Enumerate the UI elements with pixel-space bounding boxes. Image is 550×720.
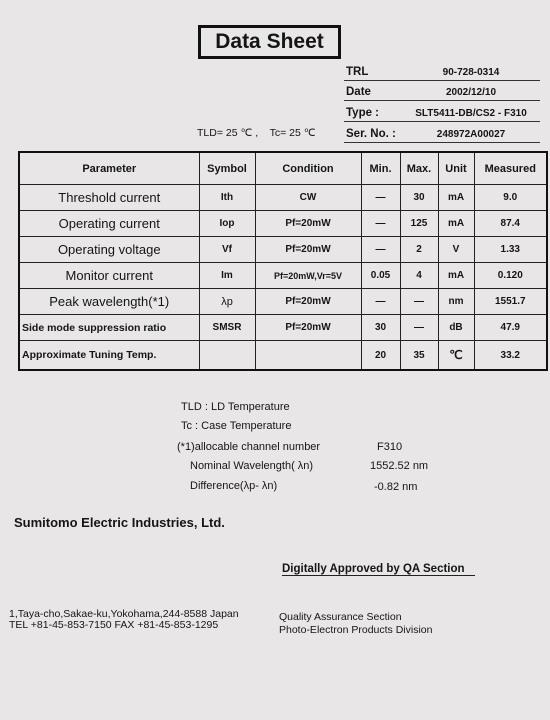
note-tc: Tc : Case Temperature — [181, 420, 292, 432]
header-max: Max. — [400, 152, 438, 185]
cell-parameter: Side mode suppression ratio — [19, 315, 199, 341]
division-line-1: Quality Assurance Section — [279, 611, 402, 623]
table-row — [19, 341, 547, 371]
cell-condition: CW — [255, 185, 361, 211]
cell-condition: Pf=20mW,Vr=5V — [255, 263, 361, 289]
meta-type-key: Type : — [346, 107, 380, 119]
meta-type — [344, 101, 540, 122]
meta-trl-value: 90-728-0314 — [442, 67, 500, 78]
note-channel-value: F310 — [377, 441, 403, 453]
cell-condition: Pf=20mW — [255, 237, 361, 263]
cell-parameter: Threshold current — [19, 185, 199, 211]
document-title: Data Sheet — [198, 25, 341, 59]
cell-measured: 87.4 — [474, 211, 547, 237]
meta-type-value: SLT5411-DB/CS2 - F310 — [415, 108, 527, 119]
cell-max: — — [400, 289, 438, 315]
cell-symbol: SMSR — [199, 315, 255, 341]
cell-symbol: Vf — [199, 237, 255, 263]
cell-measured: 1551.7 — [474, 289, 547, 315]
meta-serial — [344, 122, 540, 143]
meta-trl-key: TRL — [346, 66, 369, 78]
test-conditions — [197, 127, 316, 139]
cell-unit: mA — [438, 211, 474, 237]
cell-max: 4 — [400, 263, 438, 289]
company-name: Sumitomo Electric Industries, Ltd. — [14, 515, 225, 530]
cell-parameter: Monitor current — [19, 263, 199, 289]
cell-unit: mA — [438, 263, 474, 289]
cell-min: — — [361, 211, 400, 237]
meta-serial-key: Ser. No. : — [346, 128, 396, 140]
cell-unit: dB — [438, 315, 474, 341]
table-header-row — [19, 152, 547, 185]
table-row — [19, 289, 547, 315]
cell-symbol: Im — [199, 263, 255, 289]
cell-unit: ℃ — [438, 341, 474, 371]
cell-measured: 1.33 — [474, 237, 547, 263]
cell-min: 20 — [361, 341, 400, 371]
cell-min: — — [361, 185, 400, 211]
meta-date-key: Date — [346, 86, 371, 98]
cell-parameter: Approximate Tuning Temp. — [19, 341, 199, 371]
address-line-1: 1,Taya-cho,Sakae-ku,Yokohama,244-8588 Japan — [9, 608, 239, 620]
cell-condition: Pf=20mW — [255, 211, 361, 237]
cell-measured: 0.120 — [474, 263, 547, 289]
division-line-2: Photo-Electron Products Division — [279, 624, 433, 636]
cell-measured: 47.9 — [474, 315, 547, 341]
cell-symbol: λp — [199, 289, 255, 315]
meta-date — [344, 80, 540, 101]
spec-table — [18, 151, 548, 371]
address-line-2: TEL +81-45-853-7150 FAX +81-45-853-1295 — [9, 619, 219, 631]
cell-min: 30 — [361, 315, 400, 341]
cell-symbol: Iop — [199, 211, 255, 237]
header-min: Min. — [361, 152, 400, 185]
cell-unit: nm — [438, 289, 474, 315]
note-diff-label: Difference(λp- λn) — [190, 480, 278, 492]
cell-max: 125 — [400, 211, 438, 237]
cell-max: 35 — [400, 341, 438, 371]
cell-unit: mA — [438, 185, 474, 211]
cell-max: 30 — [400, 185, 438, 211]
note-channel-label: (*1)allocable channel number — [177, 441, 321, 453]
table-row — [19, 237, 547, 263]
cell-max: 2 — [400, 237, 438, 263]
cell-max: — — [400, 315, 438, 341]
cell-min: — — [361, 289, 400, 315]
table-row — [19, 315, 547, 341]
cell-measured: 9.0 — [474, 185, 547, 211]
cell-unit: V — [438, 237, 474, 263]
cell-parameter: Operating current — [19, 211, 199, 237]
tld-condition: TLD= 25 ℃ , — [197, 127, 259, 139]
note-diff-value: -0.82 nm — [374, 481, 418, 493]
meta-trl — [344, 60, 540, 81]
header-parameter: Parameter — [19, 152, 199, 185]
header-unit: Unit — [438, 152, 474, 185]
cell-symbol — [199, 341, 255, 371]
header-condition: Condition — [255, 152, 361, 185]
note-nominal-label: Nominal Wavelength( λn) — [190, 460, 314, 472]
cell-parameter: Peak wavelength(*1) — [19, 289, 199, 315]
cell-symbol: Ith — [199, 185, 255, 211]
approval-stamp: Digitally Approved by QA Section — [282, 563, 475, 576]
header-symbol: Symbol — [199, 152, 255, 185]
meta-serial-value: 248972A00027 — [436, 129, 506, 140]
tc-condition: Tc= 25 ℃ — [269, 127, 316, 139]
cell-parameter: Operating voltage — [19, 237, 199, 263]
table-row — [19, 185, 547, 211]
table-row — [19, 211, 547, 237]
table-row — [19, 263, 547, 289]
cell-measured: 33.2 — [474, 341, 547, 371]
note-nominal-value: 1552.52 nm — [370, 460, 429, 472]
cell-condition: Pf=20mW — [255, 315, 361, 341]
cell-min: 0.05 — [361, 263, 400, 289]
meta-date-value: 2002/12/10 — [445, 87, 497, 98]
note-tld: TLD : LD Temperature — [181, 401, 290, 413]
cell-condition — [255, 341, 361, 371]
cell-condition: Pf=20mW — [255, 289, 361, 315]
header-measured: Measured — [474, 152, 547, 185]
cell-min: — — [361, 237, 400, 263]
